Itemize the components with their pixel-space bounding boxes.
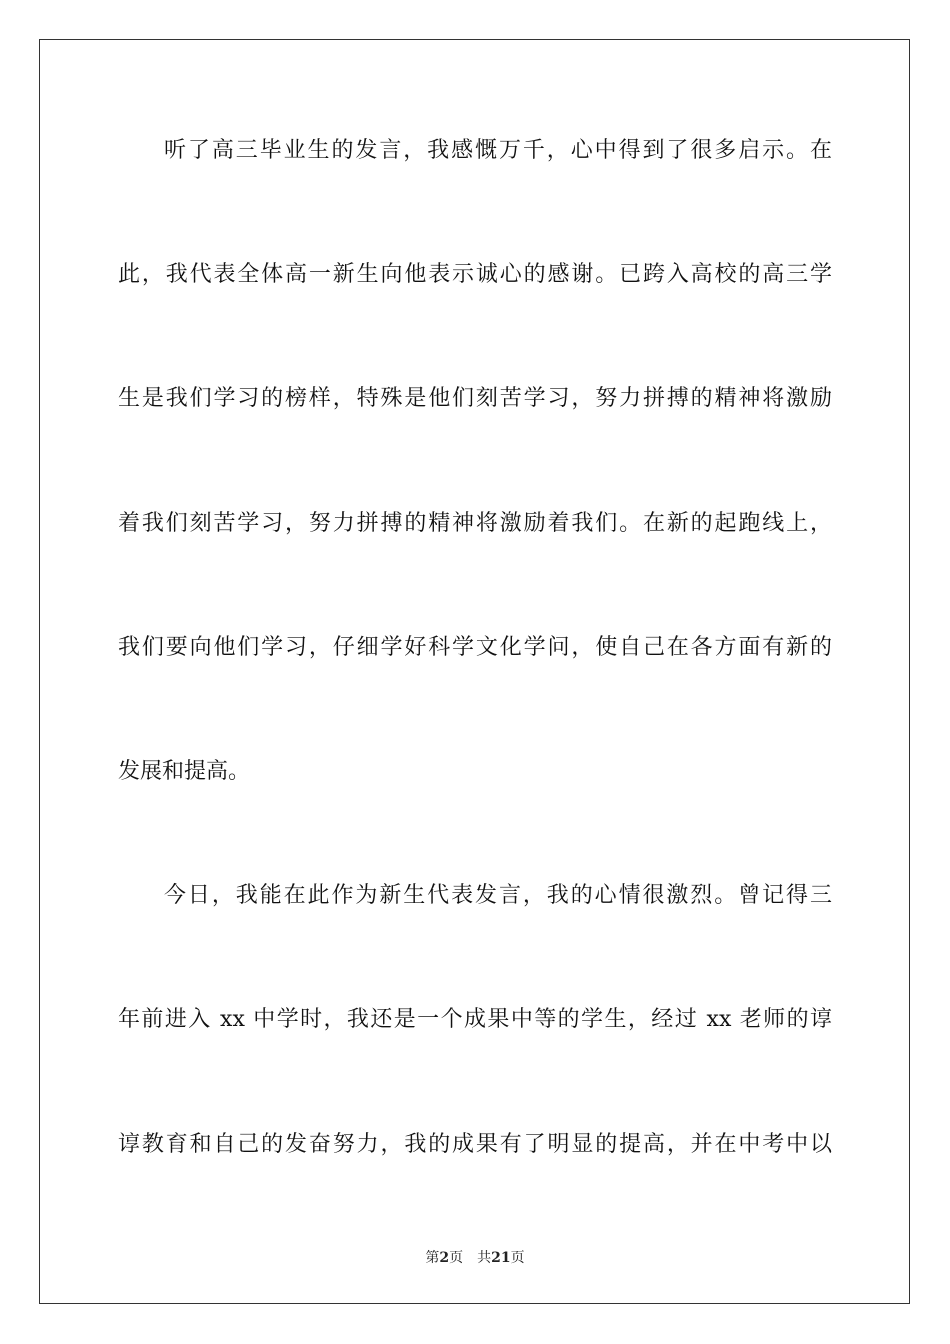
paragraph-2-line-2: 年前进入 xx 中学时，我还是一个成果中等的学生，经过 xx 老师的谆 (118, 1007, 832, 1032)
paragraph-1-line-2: 此，我代表全体高一新生向他表示诚心的感谢。已跨入高校的高三学 (118, 262, 832, 287)
paragraph-1-line-5: 我们要向他们学习，仔细学好科学文化学问，使自己在各方面有新的 (118, 635, 832, 660)
paragraph-2-line-3: 谆教育和自己的发奋努力，我的成果有了明显的提高，并在中考中以 (118, 1132, 832, 1157)
paragraph-1-line-1: 听了高三毕业生的发言，我感慨万千，心中得到了很多启示。在 (164, 138, 832, 163)
total-prefix: 共 (477, 1250, 492, 1266)
page-prefix: 第 (425, 1250, 440, 1266)
page-border (39, 39, 910, 1304)
paragraph-2-line-1: 今日，我能在此作为新生代表发言，我的心情很激烈。曾记得三 (164, 883, 832, 908)
paragraph-1-line-3: 生是我们学习的榜样，特殊是他们刻苦学习，努力拼搏的精神将激励 (118, 386, 832, 411)
page-suffix: 页 (449, 1250, 464, 1266)
total-pages: 21 (491, 1250, 511, 1266)
page-number: 2 (439, 1250, 450, 1266)
paragraph-1-line-6: 发展和提高。 (118, 759, 251, 784)
total-suffix: 页 (510, 1250, 525, 1266)
page-footer (0, 1248, 950, 1268)
paragraph-1-line-4: 着我们刻苦学习，努力拼搏的精神将激励着我们。在新的起跑线上， (118, 511, 832, 536)
